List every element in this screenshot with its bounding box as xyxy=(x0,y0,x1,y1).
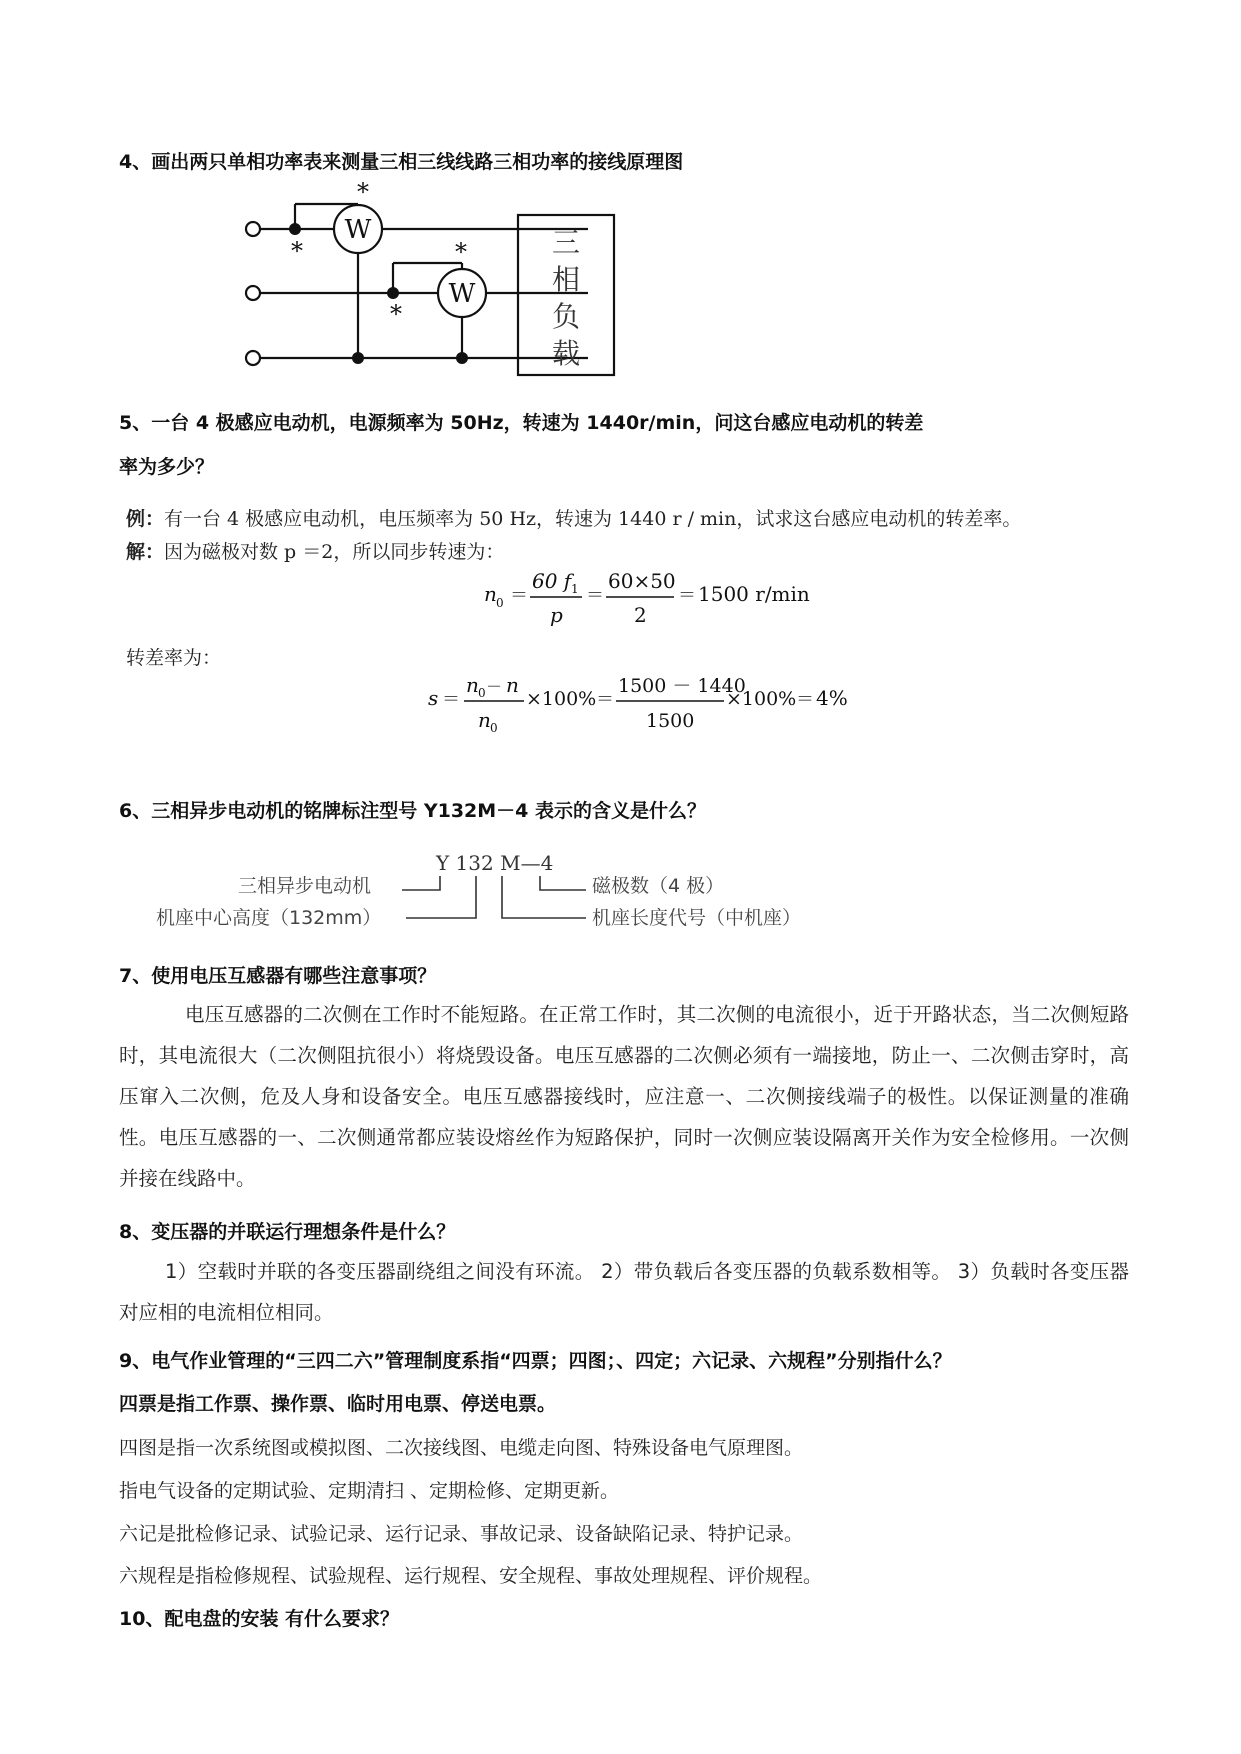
formula1-result: 1500 r/min xyxy=(698,582,810,606)
formula2-num-a: n xyxy=(466,673,479,697)
q9-line-four-tickets: 四票是指工作票、操作票、临时用电票、停送电票。 xyxy=(119,1393,557,1415)
q10-title: 10、配电盘的安装 有什么要求？ xyxy=(119,1608,400,1630)
q4-title: 4、画出两只单相功率表来测量三相三线线路三相功率的接线原理图 xyxy=(119,151,684,173)
slip-label: 转差率为： xyxy=(126,647,222,669)
wattmeter-1-label: W xyxy=(344,215,372,245)
junction-dot xyxy=(456,352,468,364)
polarity-mark: * xyxy=(357,178,369,206)
q9-line-six-records: 六记是批检修记录、试验记录、运行记录、事故记录、设备缺陷记录、特护记录。 xyxy=(119,1523,804,1545)
formula2-num-b: n xyxy=(506,673,519,697)
q9-title: 9、电气作业管理的“三四二六”管理制度系指“四票；四图；、四定；六记录、六规程”分别指什么？ xyxy=(119,1350,952,1372)
polarity-mark: * xyxy=(455,238,467,266)
formula2-num-a-sub: 0 xyxy=(478,686,486,700)
formula2-den: n xyxy=(478,708,491,732)
q5-solution xyxy=(126,537,504,564)
formula2-den-sub: 0 xyxy=(490,721,498,735)
q9-line-four-diagrams: 四图是指一次系统图或模拟图、二次接线图、电缆走向图、特殊设备电气原理图。 xyxy=(119,1437,804,1459)
terminal-c xyxy=(246,351,260,365)
model-code-diagram xyxy=(150,850,850,950)
terminal-b xyxy=(246,286,260,300)
load-char: 载 xyxy=(551,337,581,370)
junction-dot xyxy=(387,287,399,299)
formula2-times: ×100% xyxy=(526,688,597,710)
q5-example xyxy=(126,504,1021,531)
formula1-frac1-num: 60 f xyxy=(532,569,572,593)
model-code: Y 132 M—4 xyxy=(436,851,554,875)
q7-title: 7、使用电压互感器有哪些注意事项？ xyxy=(119,965,437,987)
label-poles: 磁极数（4 极） xyxy=(592,875,725,897)
load-char: 三 xyxy=(551,226,581,259)
q8-answer: 1）空载时并联的各变压器副绕组之间没有环流。 2）带负载后各变压器的负载系数相等。 3）负载时各变压器对应相的电流相位相同。 xyxy=(119,1260,1129,1324)
example-text: 有一台 4 极感应电动机，电压频率为 50 Hz，转速为 1440 r / min，试求这台感应电动机的转差率。 xyxy=(164,508,1022,530)
q9-line-six-regulations: 六规程是指检修规程、试验规程、运行规程、安全规程、事故处理规程、评价规程。 xyxy=(119,1565,823,1587)
polarity-mark: * xyxy=(291,237,303,265)
q8-title: 8、变压器的并联运行理想条件是什么？ xyxy=(119,1221,456,1243)
q9-line-four-schedules: 指电气设备的定期试验、定期清扫 、定期检修、定期更新。 xyxy=(119,1480,620,1502)
formula2-lhs: s xyxy=(428,686,439,710)
junction-dot xyxy=(289,223,301,235)
q6-title: 6、三相异步电动机的铭牌标注型号 Y132M－4 表示的含义是什么？ xyxy=(119,800,706,822)
q5-title-line2: 率为多少？ xyxy=(119,456,215,478)
formula2-result: 4% xyxy=(816,686,848,710)
solution-text: 因为磁极对数 p ＝2，所以同步转速为： xyxy=(164,541,505,563)
slip-formula xyxy=(424,663,864,743)
label-center-height: 机座中心高度（132mm） xyxy=(156,907,382,929)
formula1-lhs-sub: 0 xyxy=(496,596,504,610)
formula1-lhs: n xyxy=(484,582,497,606)
label-frame-length: 机座长度代号（中机座） xyxy=(592,907,802,929)
formula2-eq: ＝ xyxy=(442,689,460,710)
terminal-a xyxy=(246,222,260,236)
formula1-eq: ＝ xyxy=(678,585,696,606)
two-wattmeter-diagram xyxy=(230,178,700,410)
formula2-eq: ＝ xyxy=(796,689,814,710)
formula1-frac1-den: p xyxy=(550,603,563,627)
q5-title-line1: 5、一台 4 极感应电动机，电源频率为 50Hz，转速为 1440r/min，问这台感应电动机的转差 xyxy=(119,412,924,434)
label-motor-type: 三相异步电动机 xyxy=(238,875,372,897)
formula2-eq: ＝ xyxy=(596,689,614,710)
wattmeter-2-label: W xyxy=(448,279,476,309)
formula1-eq: ＝ xyxy=(510,585,528,606)
load-char: 相 xyxy=(551,263,581,296)
formula1-frac2-num: 60×50 xyxy=(608,569,676,593)
load-char: 负 xyxy=(551,300,581,333)
formula2-frac2-num: 1500 － 1440 xyxy=(618,675,746,697)
formula2-times2: ×100% xyxy=(726,688,797,710)
formula2-minus: － xyxy=(486,677,503,696)
formula2-frac2-den: 1500 xyxy=(646,710,695,732)
solution-label: 解： xyxy=(126,541,165,563)
q7-answer: 电压互感器的二次侧在工作时不能短路。在正常工作时，其二次侧的电流很小，近于开路状态，当二次侧短路时，其电流很大（二次侧阻抗很小）将烧毁设备。电压互感器的二次侧必须有一端接地，防止一、二次侧击穿时，高压窜入二次侧，危及人身和设备安全。电压互感器接线时，应注意一、二次侧接线端子的极性。以保证测量的准确性。电压互感器的一、二次侧通常都应装设熔丝作为短路保护，同时一次侧应装设隔离开关作为安全检修用。一次侧并接在线路中。 xyxy=(119,1003,1129,1190)
synchronous-speed-formula xyxy=(480,565,810,635)
formula1-frac1-num-sub: 1 xyxy=(571,582,579,596)
formula1-eq: ＝ xyxy=(586,585,604,606)
junction-dot xyxy=(352,352,364,364)
formula1-frac2-den: 2 xyxy=(634,603,647,627)
polarity-mark: * xyxy=(390,300,402,328)
example-label: 例： xyxy=(126,508,165,530)
